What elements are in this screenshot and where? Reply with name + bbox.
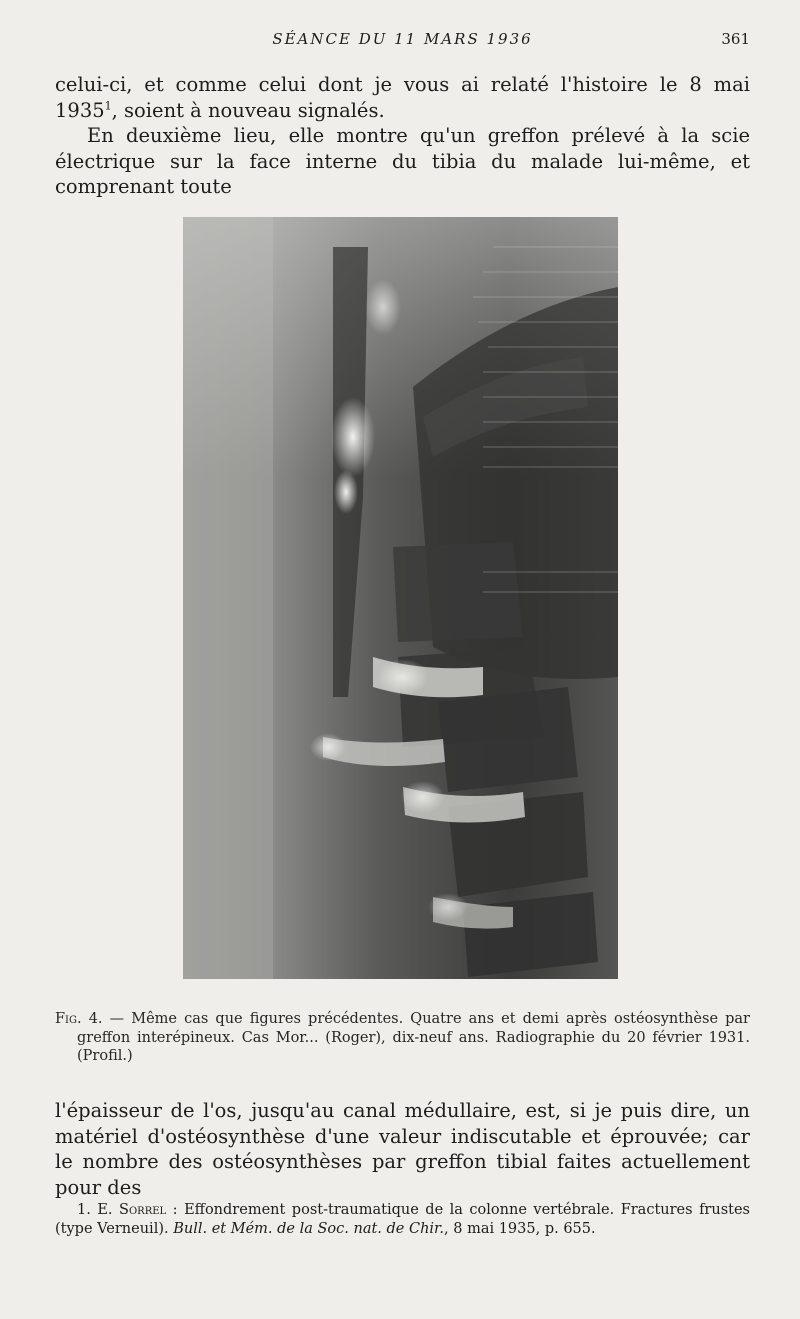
caption-text [55, 1010, 750, 1066]
header-title: SÉANCE DU 11 MARS 1936 [272, 30, 533, 48]
page-number: 361 [721, 30, 750, 48]
paragraph-3: l'épaisseur de l'os, jusqu'au canal médullaire, est, si je puis dire, un matériel d'ostéosynthèse d'une valeur indiscutable et éprouvée; car le nombre des ostéosynthèses par greffon tibial faites actuellement pour des [55, 1099, 750, 1199]
footnote-author-initial: E. [97, 1202, 120, 1218]
paragraph-1-line-1: celui-ci, et comme celui dont je vous ai relaté l'histoire le 8 mai 1935 [55, 73, 750, 122]
radiograph-figure [183, 217, 618, 979]
caption-body: — Même cas que figures précédentes. Quatre ans et demi après ostéosynthèse par greffon interépineux. Cas Mor... (Roger), dix-neuf ans. Radiographie du 20 février 1931. (Profil.) [77, 1011, 750, 1064]
caption-label: Fig. 4. [55, 1011, 103, 1027]
footnote-number: 1. [77, 1202, 98, 1218]
body-text-bottom [55, 1098, 750, 1200]
footnote-text: : Effondrement post-traumatique de la colonne vertébrale. Fractures frustes (type Verneuil). [55, 1202, 750, 1237]
radiograph-image [183, 217, 618, 979]
footnote-journal: Bull. et Mém. de la Soc. nat. de Chir. [173, 1221, 445, 1237]
figure-caption [55, 1010, 750, 1066]
paragraph-2: En deuxième lieu, elle montre qu'un greffon prélevé à la scie électrique sur la face interne du tibia du malade lui-même, et comprenant toute [55, 124, 750, 198]
footnote-reference: 1 [104, 99, 112, 112]
body-text-top [55, 72, 750, 200]
footnote-reference-details: , 8 mai 1935, p. 655. [444, 1221, 596, 1237]
paragraph-1-punct: , [111, 98, 118, 122]
paragraph-1 [55, 72, 750, 123]
paragraph-1-line-2: soient à nouveau signalés. [124, 98, 385, 122]
running-header [55, 30, 750, 56]
footnote-author: Sorrel [119, 1202, 167, 1218]
footnote [55, 1201, 750, 1239]
